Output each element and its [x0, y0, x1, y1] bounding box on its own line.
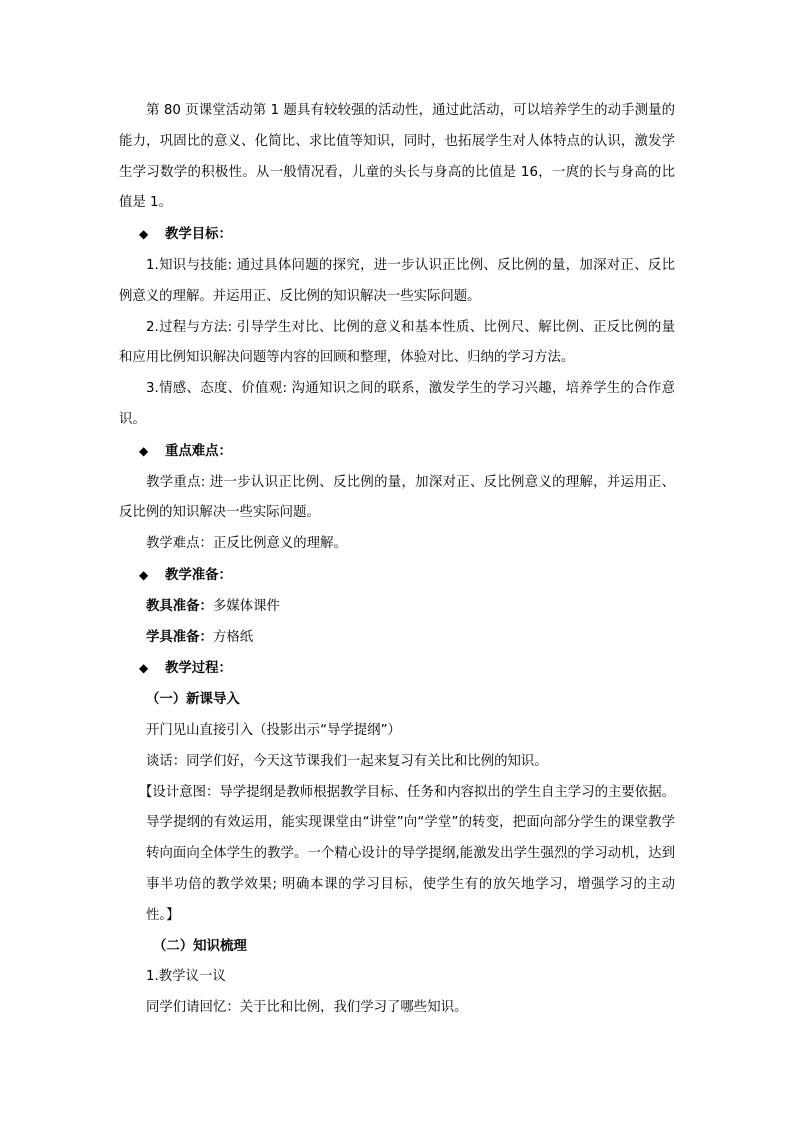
teaching-difficulty: 教学难点：正反比例意义的理解。 — [146, 536, 347, 552]
section-1-title: （一）新课导入 — [146, 692, 240, 708]
teacher-prep-value: 多媒体课件 — [212, 598, 280, 614]
goals-heading: 教学目标： — [165, 227, 232, 243]
prep-heading: 教学准备： — [165, 567, 232, 583]
diamond-bullet-icon: ◆ — [139, 661, 149, 676]
prep-heading-line — [119, 560, 675, 592]
intro-paragraph: 第 80 页课堂活动第 1 题具有较较强的活动性，通过此活动，可以培养学生的动手测量的能力，巩固比的意义、化简比、求比值等知识，同时，也拓展学生对人体特点的认识，激发学生学习数学的积极性。从一般情况看，儿童的头长与身高的比值是 16，一庹的长与身高的比值是 1。 — [119, 103, 675, 211]
teacher-prep-label: 教具准备： — [146, 598, 213, 614]
keypoints-heading: 重点难点： — [165, 443, 232, 459]
goals-heading-line — [119, 219, 675, 251]
keypoints-heading-line — [119, 436, 675, 468]
diamond-bullet-icon: ◆ — [139, 227, 149, 242]
student-prep-label: 学具准备： — [146, 629, 213, 645]
sub-1-text: 同学们请回忆：关于比和比例，我们学习了哪些知识。 — [146, 1000, 468, 1016]
intro-line-1: 开门见山直接引入（投影出示“导学提纲”） — [146, 722, 401, 738]
intro-line-2: 谈话：同学们好，今天这节课我们一起来复习有关比和比例的知识。 — [146, 753, 548, 769]
process-heading-line — [119, 653, 675, 685]
goal-item-3: 3.情感、态度、价值观: 沟通知识之间的联系，激发学生的学习兴趣，培养学生的合作意识。 — [119, 381, 675, 427]
teaching-focus: 教学重点: 进一步认识正比例、反比例的量，加深对正、反比例意义的理解，并运用正、反比例的知识解决一些实际问题。 — [119, 474, 675, 521]
student-prep-line — [119, 623, 675, 654]
diamond-bullet-icon: ◆ — [139, 443, 149, 458]
design-intent: 【设计意图：导学提纲是教师根据教学目标、任务和内容拟出的学生自主学习的主要依据。导学提纲的有效运用，能实现课堂由“讲堂”向“学堂”的转变，把面向部分学生的课堂教学转向面向全体学生的教学。一个精心设计的导学提纲,能激发出学生强烈的学习动机，达到事半功倍的教学效果; 明确本课的学习目标，使学生有的放矢地学习，增强学习的主动性。】 — [139, 784, 675, 923]
sub-1-title: 1.教学议一议 — [146, 969, 226, 985]
student-prep-value: 方格纸 — [212, 629, 254, 645]
diamond-bullet-icon: ◆ — [139, 567, 149, 582]
teacher-prep-line — [119, 592, 675, 623]
goal-item-2: 2.过程与方法: 引导学生对比、比例的意义和基本性质、比例尺、解比例、正反比例的量和应用比例知识解决问题等内容的回顾和整理，体验对比、归纳的学习方法。 — [119, 319, 675, 366]
document-page — [119, 96, 675, 1024]
process-heading: 教学过程： — [165, 661, 232, 677]
goal-item-1: 1.知识与技能: 通过具体问题的探究，进一步认识正比例、反比例的量，加深对正、反比例意义的理解。并运用正、反比例的知识解决一些实际问题。 — [119, 257, 675, 304]
section-2-title: （二）知识梳理 — [153, 938, 247, 954]
